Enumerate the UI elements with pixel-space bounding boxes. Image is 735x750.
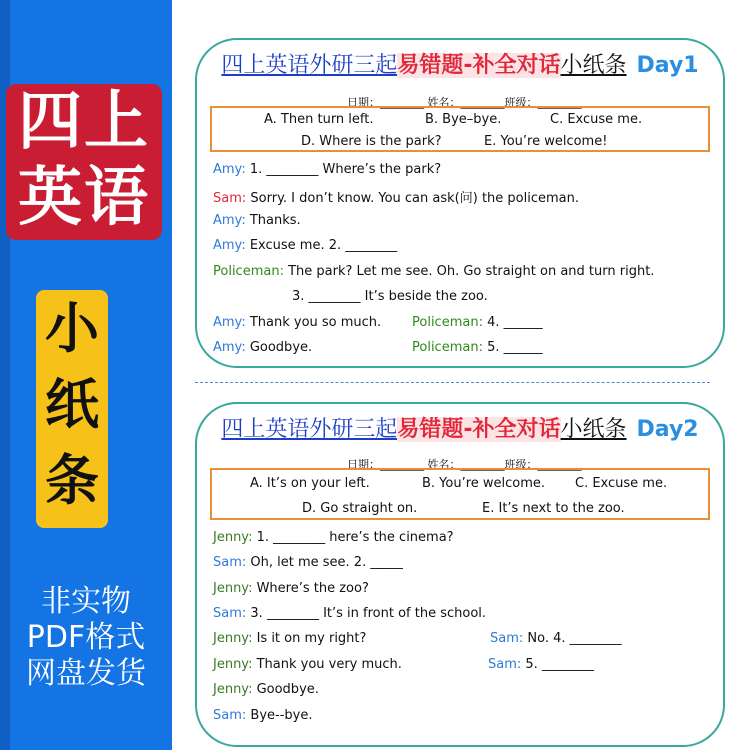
dialogue-line: Jenny: Where’s the zoo? xyxy=(213,581,369,596)
dialogue-text: 1. ________ here’s the cinema? xyxy=(256,530,454,545)
promo-footer-line: 网盘发货 xyxy=(26,656,146,691)
speaker-label: Sam xyxy=(488,657,517,672)
dialogue-text: Bye--bye. xyxy=(250,708,313,723)
promo-vertical-box xyxy=(36,290,108,528)
promo-vertical-char: 纸 xyxy=(45,373,99,436)
speaker-label: Amy xyxy=(213,340,242,355)
promo-sidebar xyxy=(0,0,172,750)
speaker-label: Jenny xyxy=(213,682,249,697)
speaker-label: Policeman xyxy=(412,340,479,355)
option-c: C. Excuse me. xyxy=(550,112,643,127)
speaker-label: Amy xyxy=(213,162,242,177)
promo-footer-line: 非实物 xyxy=(41,584,131,619)
dialogue-text: Thank you so much. xyxy=(249,315,382,330)
dialogue-text: 4. ______ xyxy=(487,315,543,330)
promo-vertical-char: 条 xyxy=(45,449,99,512)
option-b: B. You’re welcome. xyxy=(422,476,546,491)
dialogue-line: Jenny: Goodbye. xyxy=(213,682,319,697)
option-c: C. Excuse me. xyxy=(575,476,668,491)
speaker-label: Amy xyxy=(213,315,242,330)
speaker-label: Sam xyxy=(213,555,242,570)
option-e: E. It’s next to the zoo. xyxy=(482,501,625,516)
speaker-label: Jenny xyxy=(213,631,249,646)
option-e: E. You’re welcome! xyxy=(484,134,608,149)
dialogue-line: Amy: Thank you so much. xyxy=(213,315,382,330)
dialogue-text: 3. ________ It’s in front of the school. xyxy=(250,606,487,621)
option-a: A. Then turn left. xyxy=(264,112,374,127)
dialogue-line: Sam: 3. ________ It’s in front of the school. xyxy=(213,606,487,621)
card-title-part-b: 易错题-补全对话 xyxy=(397,53,561,78)
dialogue-text: Goodbye. xyxy=(256,682,319,697)
speaker-label: Amy xyxy=(213,238,242,253)
dialogue-line: Amy: Goodbye. xyxy=(213,340,313,355)
dashed-divider xyxy=(195,382,710,383)
dialogue-text: Excuse me. 2. ________ xyxy=(249,238,398,253)
card-title-part-b: 易错题-补全对话 xyxy=(397,417,561,442)
speaker-label: Policeman xyxy=(213,264,280,279)
dialogue-text: Oh, let me see. 2. _____ xyxy=(250,555,403,570)
promo-title-line1: 四上 xyxy=(18,85,150,159)
speaker-label: Amy xyxy=(213,213,242,228)
option-b: B. Bye–bye. xyxy=(425,112,502,127)
speaker-label: Sam xyxy=(213,606,242,621)
student-info-line: 日期：________ 姓名：________班级：________ xyxy=(347,458,582,471)
dialogue-line: Jenny: Thank you very much. xyxy=(213,657,402,672)
promo-vertical-char: 小 xyxy=(45,297,99,360)
dialogue-text: Is it on my right? xyxy=(256,631,367,646)
dialogue-line: Sam: Sorry. I don’t know. You can ask(问) the policeman. xyxy=(213,191,579,206)
option-a: A. It’s on your left. xyxy=(250,476,370,491)
promo-title-line2: 英语 xyxy=(18,161,150,235)
card-title-part-c: 小纸条 xyxy=(560,417,627,442)
dialogue-line: Sam: 5. ________ xyxy=(488,657,594,672)
speaker-label: Sam xyxy=(490,631,519,646)
dialogue-line: Amy: 1. ________ Where’s the park? xyxy=(213,162,442,177)
promo-title-box xyxy=(6,84,162,240)
dialogue-text: 5. ______ xyxy=(487,340,543,355)
dialogue-line: Policeman: The park? Let me see. Oh. Go straight on and turn right. xyxy=(213,264,655,279)
dialogue-text: 1. ________ Where’s the park? xyxy=(249,162,442,177)
dialogue-text: No. 4. ________ xyxy=(527,631,622,646)
speaker-label: Sam xyxy=(213,191,242,206)
card-day-label: Day2 xyxy=(636,417,699,442)
dialogue-line: Jenny: Is it on my right? xyxy=(213,631,367,646)
speaker-label: Jenny xyxy=(213,581,249,596)
dialogue-line xyxy=(292,289,488,304)
promo-footer-line: PDF格式 xyxy=(26,620,146,655)
worksheet-card-day2 xyxy=(195,402,725,747)
worksheet-card-day1 xyxy=(195,38,725,368)
dialogue-text: Sorry. I don’t know. You can ask(问) the policeman. xyxy=(250,191,579,206)
dialogue-text: Where’s the zoo? xyxy=(256,581,369,596)
dialogue-line: Policeman: 5. ______ xyxy=(412,340,543,355)
dialogue-line: Amy: Excuse me. 2. ________ xyxy=(213,238,398,253)
card-day-label: Day1 xyxy=(636,53,699,78)
option-d: D. Where is the park? xyxy=(301,134,442,149)
dialogue-text: Thank you very much. xyxy=(256,657,402,672)
dialogue-line: Sam: No. 4. ________ xyxy=(490,631,622,646)
dialogue-text: Thanks. xyxy=(249,213,301,228)
card-title-part-c: 小纸条 xyxy=(560,53,627,78)
dialogue-line: Policeman: 4. ______ xyxy=(412,315,543,330)
options-box xyxy=(210,468,710,520)
speaker-label: Policeman xyxy=(412,315,479,330)
options-box xyxy=(210,106,710,152)
option-d: D. Go straight on. xyxy=(302,501,418,516)
dialogue-text: 5. ________ xyxy=(525,657,594,672)
student-info-line: 日期：________ 姓名：________班级：________ xyxy=(347,96,582,109)
dialogue-text: Goodbye. xyxy=(249,340,313,355)
dialogue-line: Sam: Oh, let me see. 2. _____ xyxy=(213,555,403,570)
dialogue-line: Amy: Thanks. xyxy=(213,213,301,228)
speaker-label: Sam xyxy=(213,708,242,723)
dialogue-text: 3. ________ It’s beside the zoo. xyxy=(292,289,488,304)
card-title xyxy=(197,416,723,444)
card-title-part-a: 四上英语外研三起 xyxy=(221,417,398,442)
dialogue-line: Jenny: 1. ________ here’s the cinema? xyxy=(213,530,454,545)
dialogue-text: The park? Let me see. Oh. Go straight on and turn right. xyxy=(288,264,655,279)
dialogue-line: Sam: Bye--bye. xyxy=(213,708,313,723)
card-title-part-a: 四上英语外研三起 xyxy=(221,53,398,78)
card-title xyxy=(197,52,723,80)
speaker-label: Jenny xyxy=(213,530,249,545)
speaker-label: Jenny xyxy=(213,657,249,672)
